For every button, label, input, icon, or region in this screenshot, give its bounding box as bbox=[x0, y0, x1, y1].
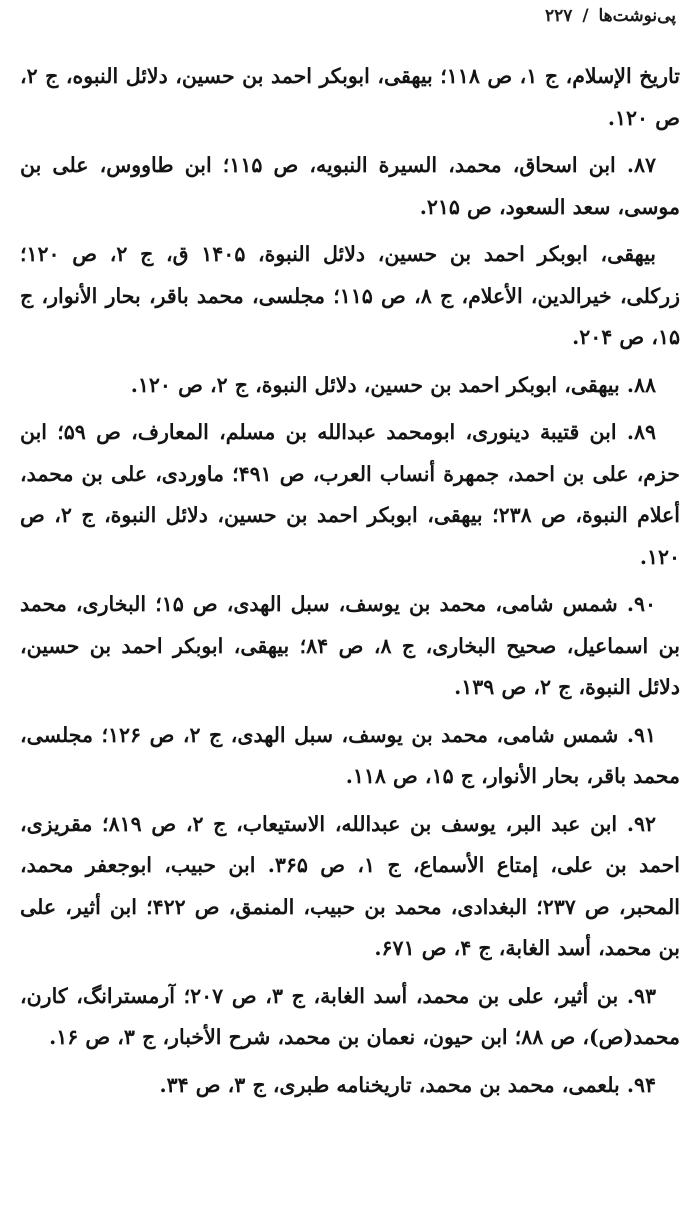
endnote-paragraph: تاریخ الإسلام، ج ۱، ص ۱۱۸؛ بیهقی، ابوبکر احمد بن حسین، دلائل النبوه، ج ۲، ص ۱۲۰. bbox=[20, 64, 680, 130]
header-title: پی‌نوشت‌ها bbox=[598, 6, 676, 26]
header-separator: / bbox=[582, 6, 589, 26]
endnote-paragraph: ۹۳. بن أثیر، علی بن محمد، أسد الغابة، ج ۳، ص ۲۰۷؛ آرمسترانگ، کارن، محمد(ص)، ص ۸۸؛ ابن حیون، نعمان بن محمد، شرح الأخبار، ج ۳، ص ۱۶. bbox=[20, 983, 680, 1049]
running-header bbox=[545, 6, 676, 26]
page-number: ۲۲۷ bbox=[545, 6, 573, 26]
endnote-paragraph: ۹۴. بلعمی، محمد بن محمد، تاریخنامه طبری، ج ۳، ص ۳۴. bbox=[159, 1072, 656, 1097]
endnote-paragraph: ۹۰. شمس شامی، محمد بن یوسف، سبل الهدی، ص ۱۵؛ البخاری، محمد بن اسماعیل، صحیح البخاری، ج ۸، ص ۸۴؛ بیهقی، ابوبکر احمد بن حسین، دلائل النبوة، ج ۲، ص ۱۳۹. bbox=[20, 592, 680, 699]
endnote-paragraph: ۹۲. ابن عبد البر، یوسف بن عبدالله، الاستیعاب، ج ۲، ص ۸۱۹؛ مقریزی، احمد بن علی، إمتاع الأسماع، ج ۱، ص ۳۶۵. ابن حبیب، ابوجعفر محمد، المحبر، ص ۲۳۷؛ البغدادی، محمد بن حبیب، المنمق، ص ۴۲۲؛ ابن أثیر، علی بن محمد، أسد الغابة، ج ۴، ص ۶۷۱. bbox=[20, 811, 680, 960]
endnote-paragraph: ۸۷. ابن اسحاق، محمد، السیرة النبویه، ص ۱۱۵؛ ابن طاووس، علی بن موسی، سعد السعود، ص ۲۱۵. bbox=[20, 153, 680, 219]
endnotes-body bbox=[20, 56, 680, 1112]
endnote-paragraph: ۹۱. شمس شامی، محمد بن یوسف، سبل الهدی، ج ۲، ص ۱۲۶؛ مجلسی، محمد باقر، بحار الأنوار، ج ۱۵، ص ۱۱۸. bbox=[20, 722, 680, 788]
endnote-paragraph: بیهقی، ابوبکر احمد بن حسین، دلائل النبوة، ۱۴۰۵ ق، ج ۲، ص ۱۲۰؛ زرکلی، خیرالدین، الأعلام، ج ۸، ص ۱۱۵؛ مجلسی، محمد باقر، بحار الأنوار، ج ۱۵، ص ۲۰۴. bbox=[20, 242, 680, 349]
endnote-paragraph: ۸۸. بیهقی، ابوبکر احمد بن حسین، دلائل النبوة، ج ۲، ص ۱۲۰. bbox=[130, 372, 656, 397]
endnote-paragraph: ۸۹. ابن قتیبة دینوری، ابومحمد عبدالله بن مسلم، المعارف، ص ۵۹؛ ابن حزم، علی بن احمد، جمهرة أنساب العرب، ص ۴۹۱؛ ماوردی، علی بن محمد، أعلام النبوة، ص ۲۳۸؛ بیهقی، ابوبکر احمد بن حسین، دلائل النبوة، ج ۲، ص ۱۲۰. bbox=[20, 420, 680, 569]
